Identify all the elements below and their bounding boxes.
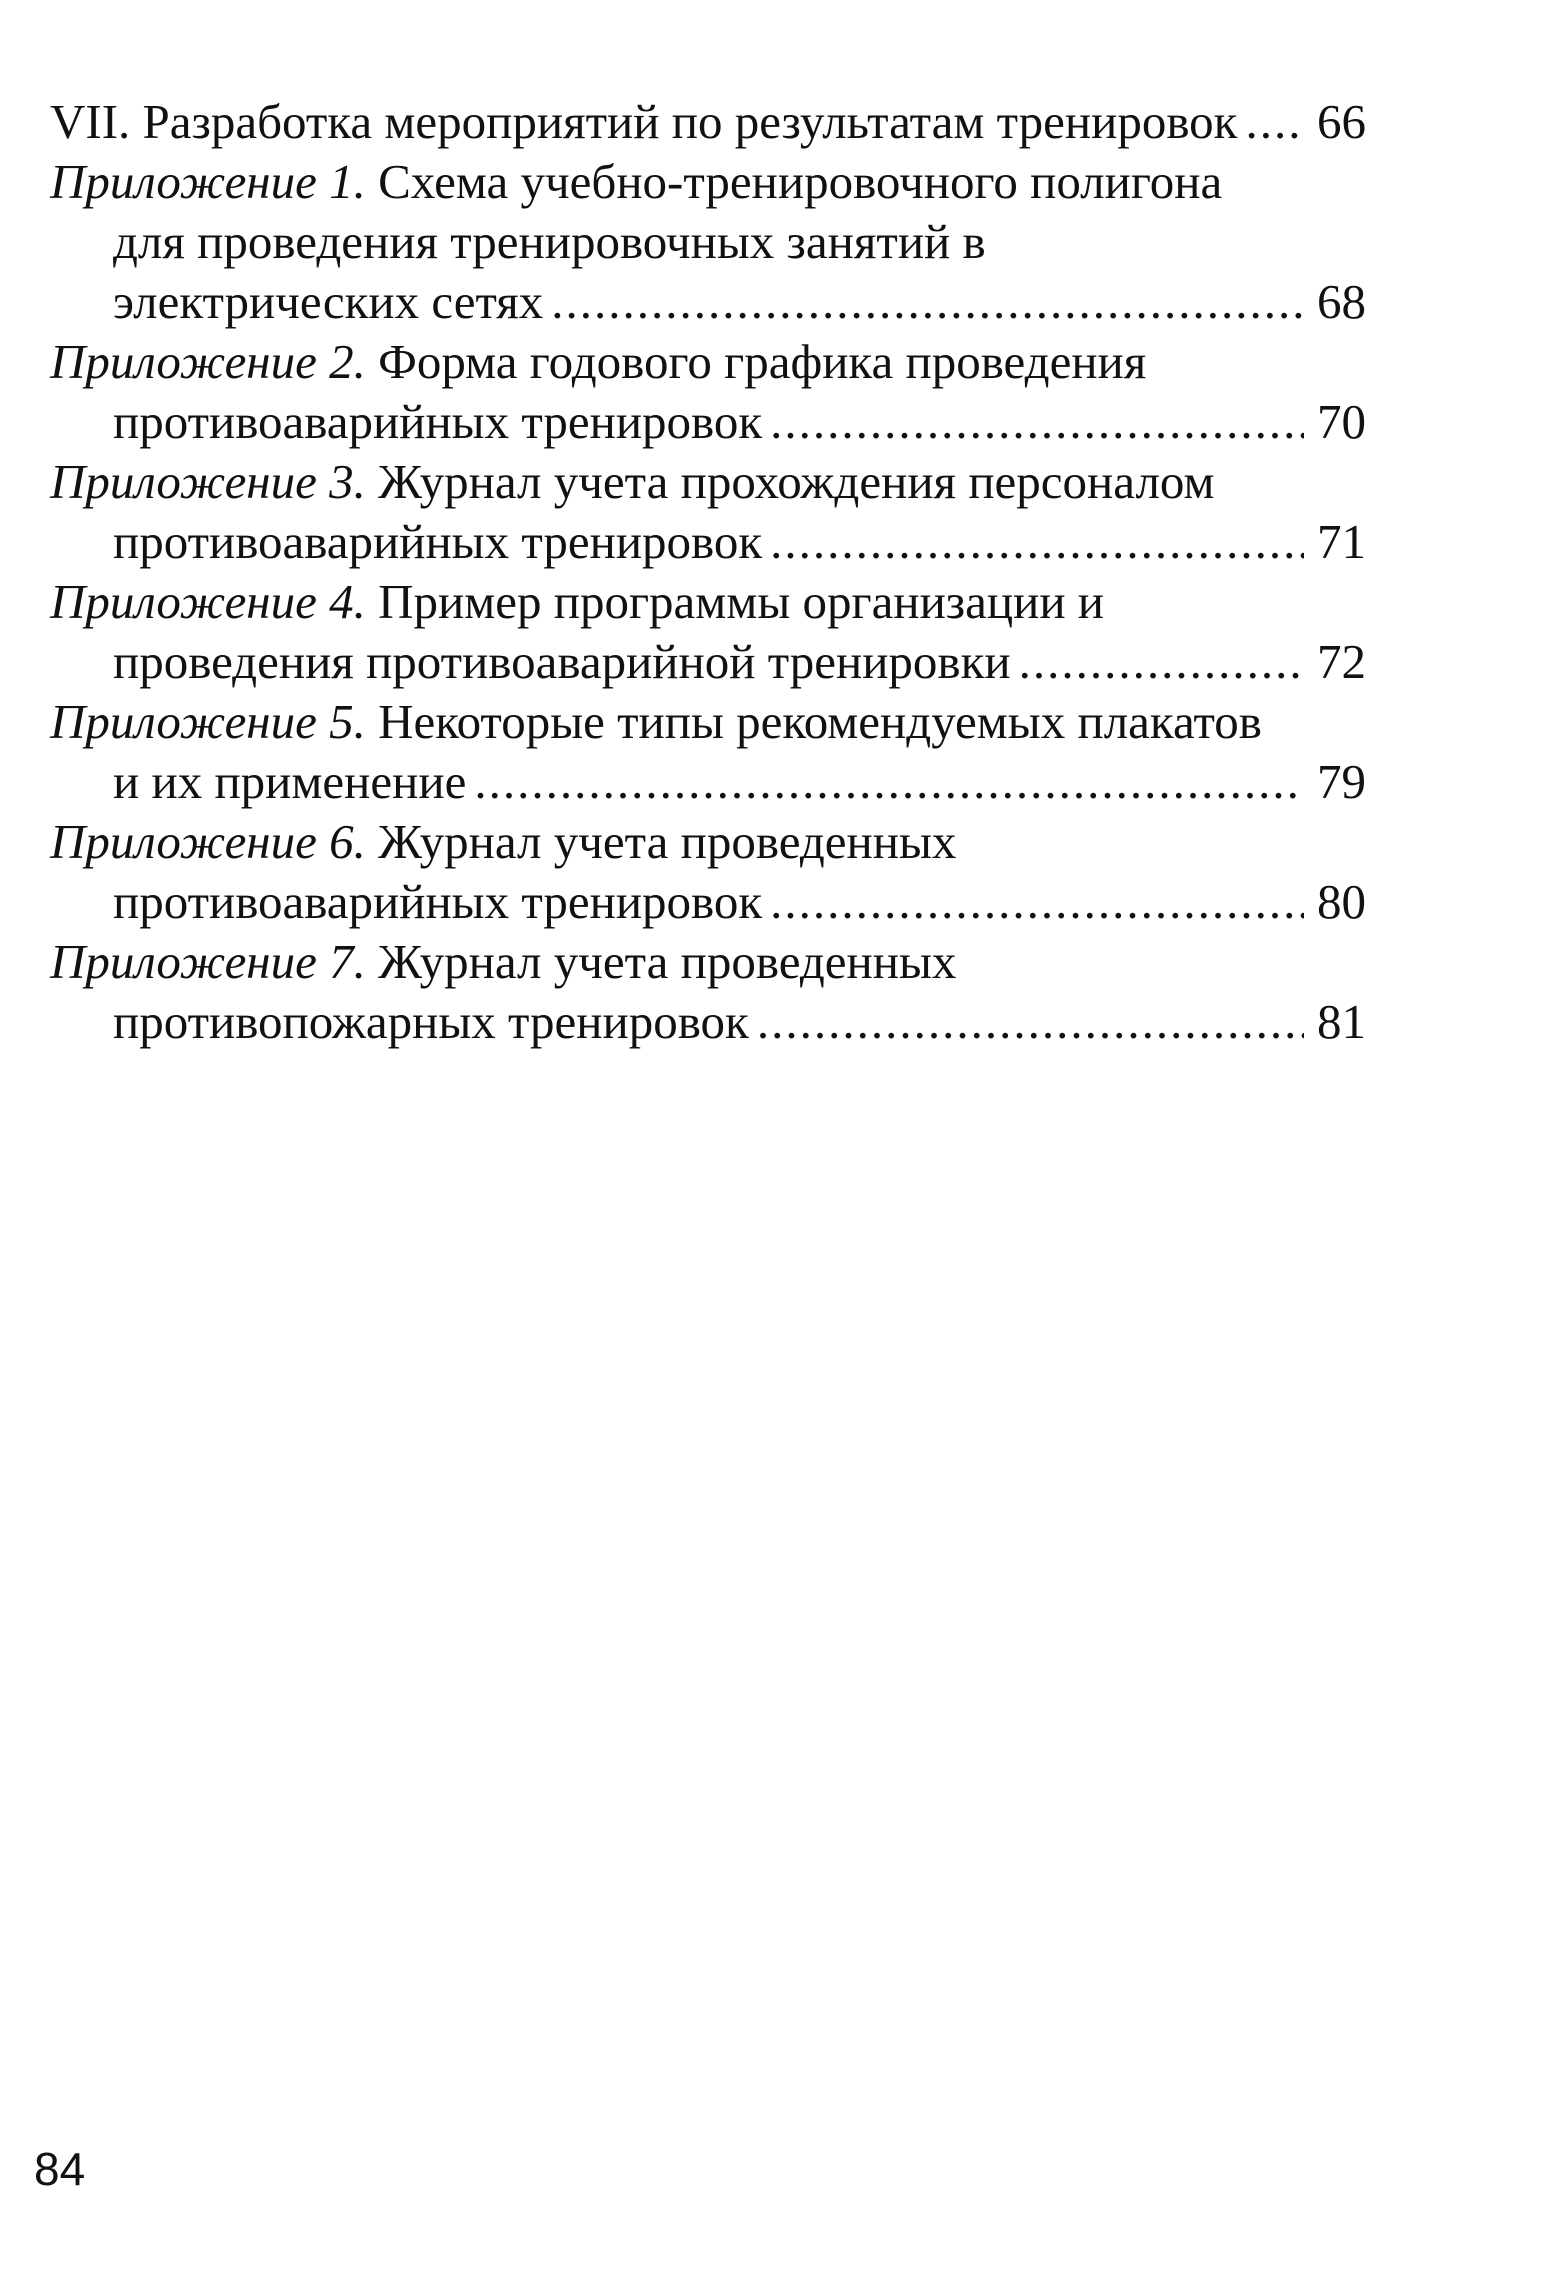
- toc-entry-title: VII. Разработка мероприятий по результатам тренировок: [50, 94, 1238, 149]
- toc-line: [50, 632, 1366, 692]
- toc-entry-title-continued: противоаварийных тренировок: [113, 874, 763, 929]
- toc-line: [50, 812, 1366, 872]
- table-of-contents: [50, 92, 1366, 1052]
- toc-line: [50, 152, 1366, 212]
- toc-entry-title-continued: для проведения тренировочных занятий в: [113, 214, 986, 269]
- toc-line: [50, 392, 1366, 452]
- toc-entry-title-continued: проведения противоаварийной тренировки: [113, 634, 1011, 689]
- toc-line: [50, 752, 1366, 812]
- toc-entry-title: Пример программы организации и: [378, 574, 1105, 629]
- toc-entry-appendix-7: [50, 932, 1366, 1052]
- appendix-label: Приложение 4.: [50, 574, 366, 629]
- toc-entry-title-continued: противоаварийных тренировок: [113, 514, 763, 569]
- toc-entry-section-vii: [50, 92, 1366, 152]
- dot-leader: [770, 512, 1304, 572]
- toc-page-number: 80: [1317, 874, 1366, 929]
- toc-entry-title: Журнал учета прохождения персоналом: [378, 454, 1215, 509]
- toc-entry-title: Журнал учета проведенных: [378, 934, 957, 989]
- toc-entry-appendix-2: [50, 332, 1366, 452]
- toc-line: [50, 692, 1366, 752]
- toc-entry-appendix-3: [50, 452, 1366, 572]
- toc-entry-title-continued: электрических сетях: [113, 274, 544, 329]
- dot-leader: [770, 392, 1304, 452]
- dot-leader: [474, 752, 1304, 812]
- toc-page-number: 71: [1317, 514, 1366, 569]
- toc-entry-title-continued: противоаварийных тренировок: [113, 394, 763, 449]
- toc-page-number: 81: [1317, 994, 1366, 1049]
- dot-leader: [770, 872, 1304, 932]
- toc-entry-title: Некоторые типы рекомендуемых плакатов: [378, 694, 1262, 749]
- toc-line: [50, 992, 1366, 1052]
- toc-page-number: 70: [1317, 394, 1366, 449]
- toc-line: [50, 92, 1366, 152]
- toc-entry-title: Схема учебно-тренировочного полигона: [378, 154, 1223, 209]
- dot-leader: [1245, 92, 1304, 152]
- toc-entry-title-continued: противопожарных тренировок: [113, 994, 749, 1049]
- toc-line: [50, 872, 1366, 932]
- toc-entry-title: Форма годового графика проведения: [378, 334, 1147, 389]
- dot-leader: [1019, 632, 1304, 692]
- toc-entry-appendix-1: [50, 152, 1366, 332]
- toc-entry-title: Журнал учета проведенных: [378, 814, 957, 869]
- toc-page-number: 79: [1317, 754, 1366, 809]
- toc-page-number: 66: [1317, 94, 1366, 149]
- toc-line: [50, 512, 1366, 572]
- appendix-label: Приложение 7.: [50, 934, 366, 989]
- toc-line: [50, 272, 1366, 332]
- toc-entry-appendix-5: [50, 692, 1366, 812]
- toc-line: [50, 212, 1366, 272]
- toc-entry-appendix-4: [50, 572, 1366, 692]
- appendix-label: Приложение 3.: [50, 454, 366, 509]
- toc-page-number: 68: [1317, 274, 1366, 329]
- appendix-label: Приложение 1.: [50, 154, 366, 209]
- dot-leader: [551, 272, 1304, 332]
- toc-line: [50, 572, 1366, 632]
- appendix-label: Приложение 6.: [50, 814, 366, 869]
- dot-leader: [757, 992, 1304, 1052]
- appendix-label: Приложение 2.: [50, 334, 366, 389]
- toc-entry-appendix-6: [50, 812, 1366, 932]
- toc-line: [50, 452, 1366, 512]
- appendix-label: Приложение 5.: [50, 694, 366, 749]
- toc-line: [50, 332, 1366, 392]
- toc-line: [50, 932, 1366, 992]
- page-number-footer: 84: [34, 2143, 86, 2195]
- toc-page-number: 72: [1317, 634, 1366, 689]
- toc-entry-title-continued: и их применение: [113, 754, 467, 809]
